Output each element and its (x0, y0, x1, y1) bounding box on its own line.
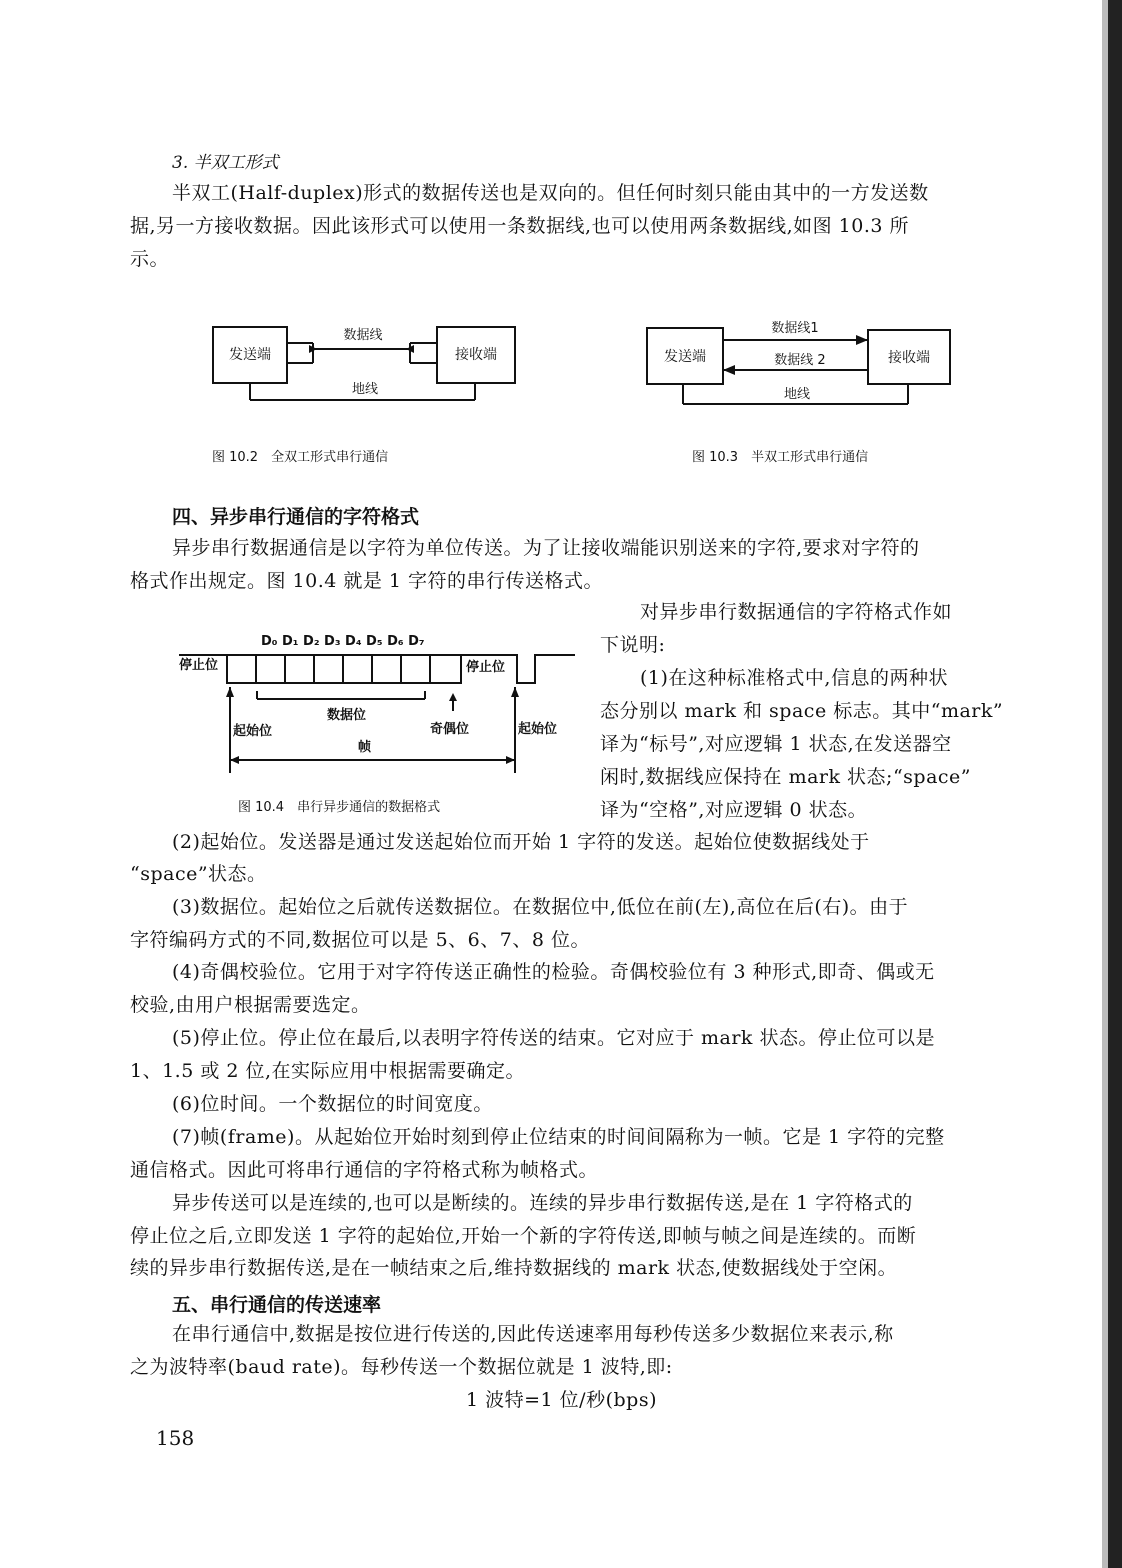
paragraph-line: 续的异步串行数据传送,是在一帧结束之后,维持数据线的 mark 状态,使数据线处于空闲。 (130, 1257, 898, 1279)
data-bits-label: 数据位 (327, 708, 367, 723)
paragraph-line: 停止位之后,立即发送 1 字符的起始位,开始一个新的字符传送,即帧与帧之间是连续的。而断 (130, 1225, 917, 1247)
paragraph-line: 之为波特率(baud rate)。每秒传送一个数据位就是 1 波特,即: (130, 1356, 673, 1378)
frame-label: 帧 (358, 740, 372, 755)
paragraph-line: 示。 (130, 248, 170, 270)
paragraph-line: 1、1.5 或 2 位,在实际应用中根据需要确定。 (130, 1060, 526, 1082)
figure-caption: 图 10.2 全双工形式串行通信 (212, 450, 389, 465)
receiver-label: 接收端 (455, 347, 497, 363)
paragraph-line: 闲时,数据线应保持在 mark 状态;“space” (600, 766, 972, 788)
figure-half-duplex (640, 312, 960, 412)
paragraph-line: 通信格式。因此可将串行通信的字符格式称为帧格式。 (130, 1159, 599, 1181)
paragraph-line: 异步传送可以是连续的,也可以是断续的。连续的异步串行数据传送,是在 1 字符格式的 (172, 1192, 913, 1214)
parity-bit-label: 奇偶位 (430, 722, 470, 737)
page-number: 158 (156, 1426, 195, 1450)
sender-label: 发送端 (664, 349, 706, 365)
paragraph-line: 校验,由用户根据需要选定。 (130, 994, 371, 1016)
figure-full-duplex (205, 315, 535, 415)
dataline2-label: 数据线 2 (774, 353, 826, 368)
paragraph-line: (7)帧(frame)。从起始位开始时刻到停止位结束的时间间隔称为一帧。它是 1 字符的完整 (172, 1126, 945, 1148)
paragraph-line: 态分别以 mark 和 space 标志。其中“mark” (600, 700, 1004, 722)
paragraph-line: 半双工(Half-duplex)形式的数据传送也是双向的。但任何时刻只能由其中的一方发送数 (172, 182, 929, 204)
stop-bit-right-label: 停止位 (466, 660, 506, 675)
formula: 1 波特=1 位/秒(bps) (466, 1389, 657, 1411)
start-bit-label-2: 起始位 (518, 722, 558, 737)
paragraph-line: (2)起始位。发送器是通过发送起始位而开始 1 字符的发送。起始位使数据线处于 (172, 831, 870, 853)
figure-frame-format (175, 625, 585, 775)
paragraph-line: 对异步串行数据通信的字符格式作如 (640, 601, 953, 623)
paragraph-line: (3)数据位。起始位之后就传送数据位。在数据位中,低位在前(左),高位在后(右)。由于 (172, 896, 909, 918)
start-bit-label: 起始位 (233, 724, 273, 739)
data-bits-labels: D₀ D₁ D₂ D₃ D₄ D₅ D₆ D₇ (261, 634, 425, 649)
section-heading: 四、异步串行通信的字符格式 (172, 506, 420, 528)
paragraph-line: (1)在这种标准格式中,信息的两种状 (640, 667, 948, 689)
paragraph-line: (6)位时间。一个数据位的时间宽度。 (172, 1093, 493, 1115)
paragraph-line: 译为“空格”,对应逻辑 0 状态。 (600, 799, 868, 821)
figure-caption: 图 10.4 串行异步通信的数据格式 (238, 800, 441, 815)
sender-label: 发送端 (229, 347, 271, 363)
paragraph-line: 异步串行数据通信是以字符为单位传送。为了让接收端能识别送来的字符,要求对字符的 (172, 537, 920, 559)
paragraph-line: “space”状态。 (130, 863, 267, 885)
paragraph-line: (5)停止位。停止位在最后,以表明字符传送的结束。它对应于 mark 状态。停止位可以是 (172, 1027, 935, 1049)
receiver-label: 接收端 (888, 350, 930, 366)
stop-bit-left-label: 停止位 (179, 658, 219, 673)
scan-edge (1108, 0, 1122, 1568)
paragraph-line: (4)奇偶校验位。它用于对字符传送正确性的检验。奇偶校验位有 3 种形式,即奇、偶或无 (172, 961, 935, 983)
figure-caption: 图 10.3 半双工形式串行通信 (692, 450, 869, 465)
paragraph-line: 译为“标号”,对应逻辑 1 状态,在发送器空 (600, 733, 952, 755)
paragraph-line: 下说明: (600, 634, 666, 656)
scan-edge-shadow (1102, 0, 1108, 1568)
dataline-label: 数据线 (343, 328, 383, 343)
ground-label: 地线 (783, 387, 811, 402)
paragraph-line: 在串行通信中,数据是按位进行传送的,因此传送速率用每秒传送多少数据位来表示,称 (172, 1323, 894, 1345)
paragraph-line: 格式作出规定。图 10.4 就是 1 字符的串行传送格式。 (130, 570, 604, 592)
section-subtitle: 3. 半双工形式 (172, 153, 279, 173)
ground-label: 地线 (351, 382, 379, 397)
paragraph-line: 字符编码方式的不同,数据位可以是 5、6、7、8 位。 (130, 929, 590, 951)
paragraph-line: 据,另一方接收数据。因此该形式可以使用一条数据线,也可以使用两条数据线,如图 10.3 所 (130, 215, 910, 237)
section-heading: 五、串行通信的传送速率 (172, 1294, 382, 1316)
dataline1-label: 数据线1 (771, 321, 819, 336)
